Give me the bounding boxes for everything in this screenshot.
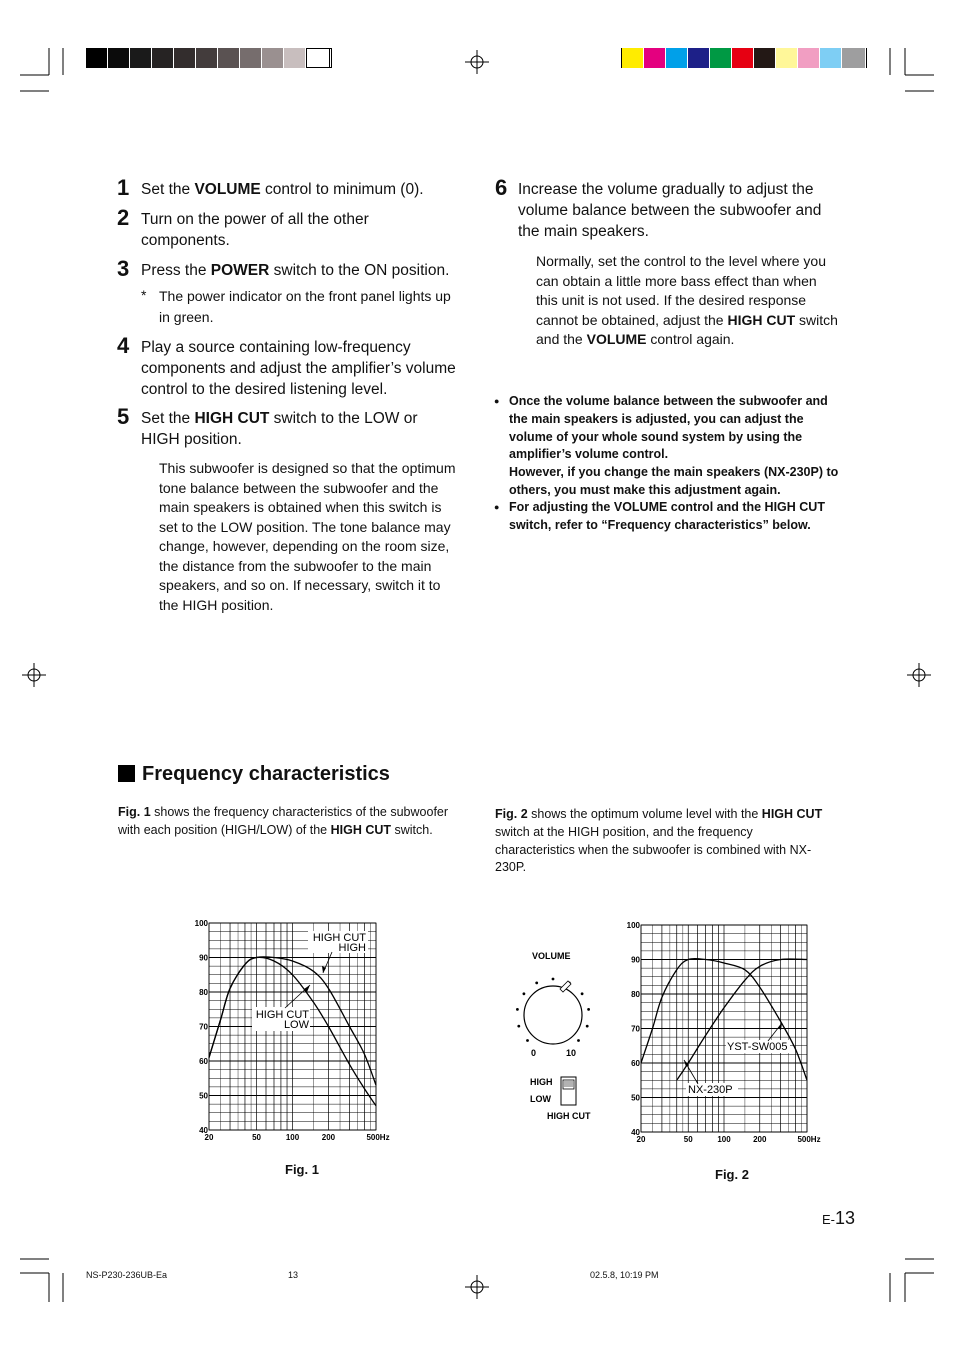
switch-name-label: HIGH CUT [547, 1111, 591, 1121]
switch-high-label: HIGH [530, 1077, 553, 1087]
knob-scale-dot [587, 1008, 590, 1011]
x-tick-label: 500Hz [366, 1133, 390, 1142]
y-tick-labels [195, 919, 209, 1135]
step-number: 3 [117, 256, 130, 281]
fig1-label: Fig. 1 [285, 1162, 319, 1177]
knob-scale-dot [586, 1025, 589, 1028]
switch-low-label: LOW [530, 1094, 551, 1104]
knob-scale-dot [535, 982, 538, 985]
bullet-icon: ● [494, 396, 500, 406]
y-tick-label: 50 [199, 1091, 208, 1101]
x-tick-label: 20 [636, 1135, 646, 1144]
step-5-text: Set the HIGH CUT switch to the LOW or HIGH position. [141, 410, 418, 448]
step-4-text: Play a source containing low-frequency components and adjust the amplifier’s volume control to the desired listening level. [141, 339, 456, 398]
y-tick-label: 90 [199, 953, 208, 963]
footer-code: NS-P230-236UB-Ea [86, 1270, 168, 1280]
x-tick-label: 50 [252, 1133, 261, 1142]
x-tick-label: 50 [683, 1135, 693, 1144]
knob-scale-dot [526, 1039, 529, 1042]
step-number: 1 [117, 175, 130, 200]
volume-knob-icon [516, 978, 590, 1044]
section-marker-icon [118, 765, 135, 782]
page-number: E-13 [822, 1208, 856, 1228]
high-cut-switch-icon [561, 1077, 576, 1105]
knob-max-label: 10 [566, 1048, 577, 1058]
annotation-high-line2: HIGH [338, 942, 366, 954]
fig2-caption: Fig. 2 shows the optimum volume level with the HIGH CUT switch at the HIGH position, and the frequency characteristics when the subwoofer is combined with NX-230P. [495, 807, 823, 875]
y-tick-label: 80 [631, 990, 640, 999]
fig1-caption: Fig. 1 shows the frequency characteristics of the subwoofer with each position (HIGH/LOW) of the HIGH CUT switch. [118, 805, 449, 837]
knob-scale-dot [523, 992, 526, 995]
knob-scale-dot [577, 1039, 580, 1042]
step-3-note: The power indicator on the front panel lights up in green. [159, 288, 451, 325]
note-asterisk: * [141, 287, 147, 303]
section-title: Frequency characteristics [142, 763, 390, 785]
y-tick-label: 70 [199, 1022, 208, 1032]
knob-scale-dot [581, 992, 584, 995]
y-tick-label: 40 [199, 1126, 208, 1135]
volume-label: VOLUME [532, 951, 571, 961]
annotation-low-line1: HIGH CUT [255, 1009, 309, 1021]
fig2-label: Fig. 2 [715, 1167, 749, 1182]
fig2-controls [505, 945, 615, 1125]
note-1: Once the volume balance between the subwoofer and the main speakers is adjusted, you can adjust the volume of your whole sound system by using the amplifier’s volume control. However, if you change the main speakers (NX-230P) to others, you must make this adjustment again. [509, 394, 839, 497]
annotation-high-line1: HIGH CUT [312, 932, 366, 944]
x-tick-labels [205, 1133, 390, 1142]
x-tick-label: 100 [717, 1135, 731, 1144]
x-tick-label: 200 [321, 1133, 336, 1142]
step-6-paragraph: Normally, set the control to the level where you can obtain a little more bass effect than when this unit is not used. If the desired response cannot be obtained, adjust the HIGH CUT switch and the VOLUME control again. [536, 253, 838, 347]
x-tick-label: 100 [285, 1133, 300, 1142]
step-2-text: Turn on the power of all the other components. [141, 211, 369, 249]
x-tick-label: 20 [204, 1133, 214, 1142]
fig1-chart [190, 915, 395, 1150]
annotation-low-line2: LOW [283, 1019, 309, 1031]
knob-scale-dot [516, 1008, 519, 1011]
annotation-nx [684, 1060, 738, 1096]
x-tick-label: 500Hz [797, 1135, 821, 1144]
y-tick-labels [627, 921, 641, 1137]
y-tick-label: 50 [631, 1093, 640, 1103]
x-tick-labels [637, 1135, 821, 1144]
note-2: For adjusting the VOLUME control and the HIGH CUT switch, refer to “Frequency characteristics” below. [509, 500, 825, 532]
y-tick-label: 60 [199, 1057, 208, 1066]
y-tick-label: 60 [631, 1059, 640, 1068]
y-tick-label: 100 [194, 919, 208, 928]
step-number: 2 [117, 205, 130, 230]
step-number: 5 [117, 404, 130, 429]
step-6-text: Increase the volume gradually to adjust the volume balance between the subwoofer and the main speakers. [518, 181, 822, 240]
footer-date: 02.5.8, 10:19 PM [590, 1270, 659, 1280]
annotation-yst-text: YST-SW005 [727, 1041, 788, 1053]
y-tick-label: 100 [626, 921, 640, 930]
step-number: 4 [117, 333, 130, 358]
bullet-icon: ● [494, 502, 500, 512]
chart-grid [641, 925, 807, 1132]
annotation-nx-text: NX-230P [688, 1084, 733, 1096]
step-number: 6 [495, 175, 508, 200]
y-tick-label: 90 [631, 955, 640, 965]
footer-page: 13 [288, 1270, 299, 1280]
fig2-chart [620, 917, 830, 1152]
knob-scale-dot [517, 1025, 520, 1028]
y-tick-label: 40 [631, 1128, 640, 1137]
knob-min-label: 0 [531, 1048, 537, 1058]
y-tick-label: 80 [199, 988, 208, 997]
knob-scale-dot [552, 978, 555, 981]
step-1-text: Set the VOLUME control to minimum (0). [141, 181, 424, 198]
annotation-high [308, 931, 368, 973]
step-3-text: Press the POWER switch to the ON position. [141, 262, 450, 279]
x-tick-label: 200 [753, 1135, 767, 1144]
step-5-paragraph: This subwoofer is designed so that the optimum tone balance between the subwoofer and the main speakers is obtained when this switch is set to the LOW position. The tone balance may change, however, depending on the room size, the distance from the subwoofer to the main speakers, and so on. If necessary, switch it to the HIGH position. [159, 460, 456, 613]
y-tick-label: 70 [631, 1024, 640, 1034]
